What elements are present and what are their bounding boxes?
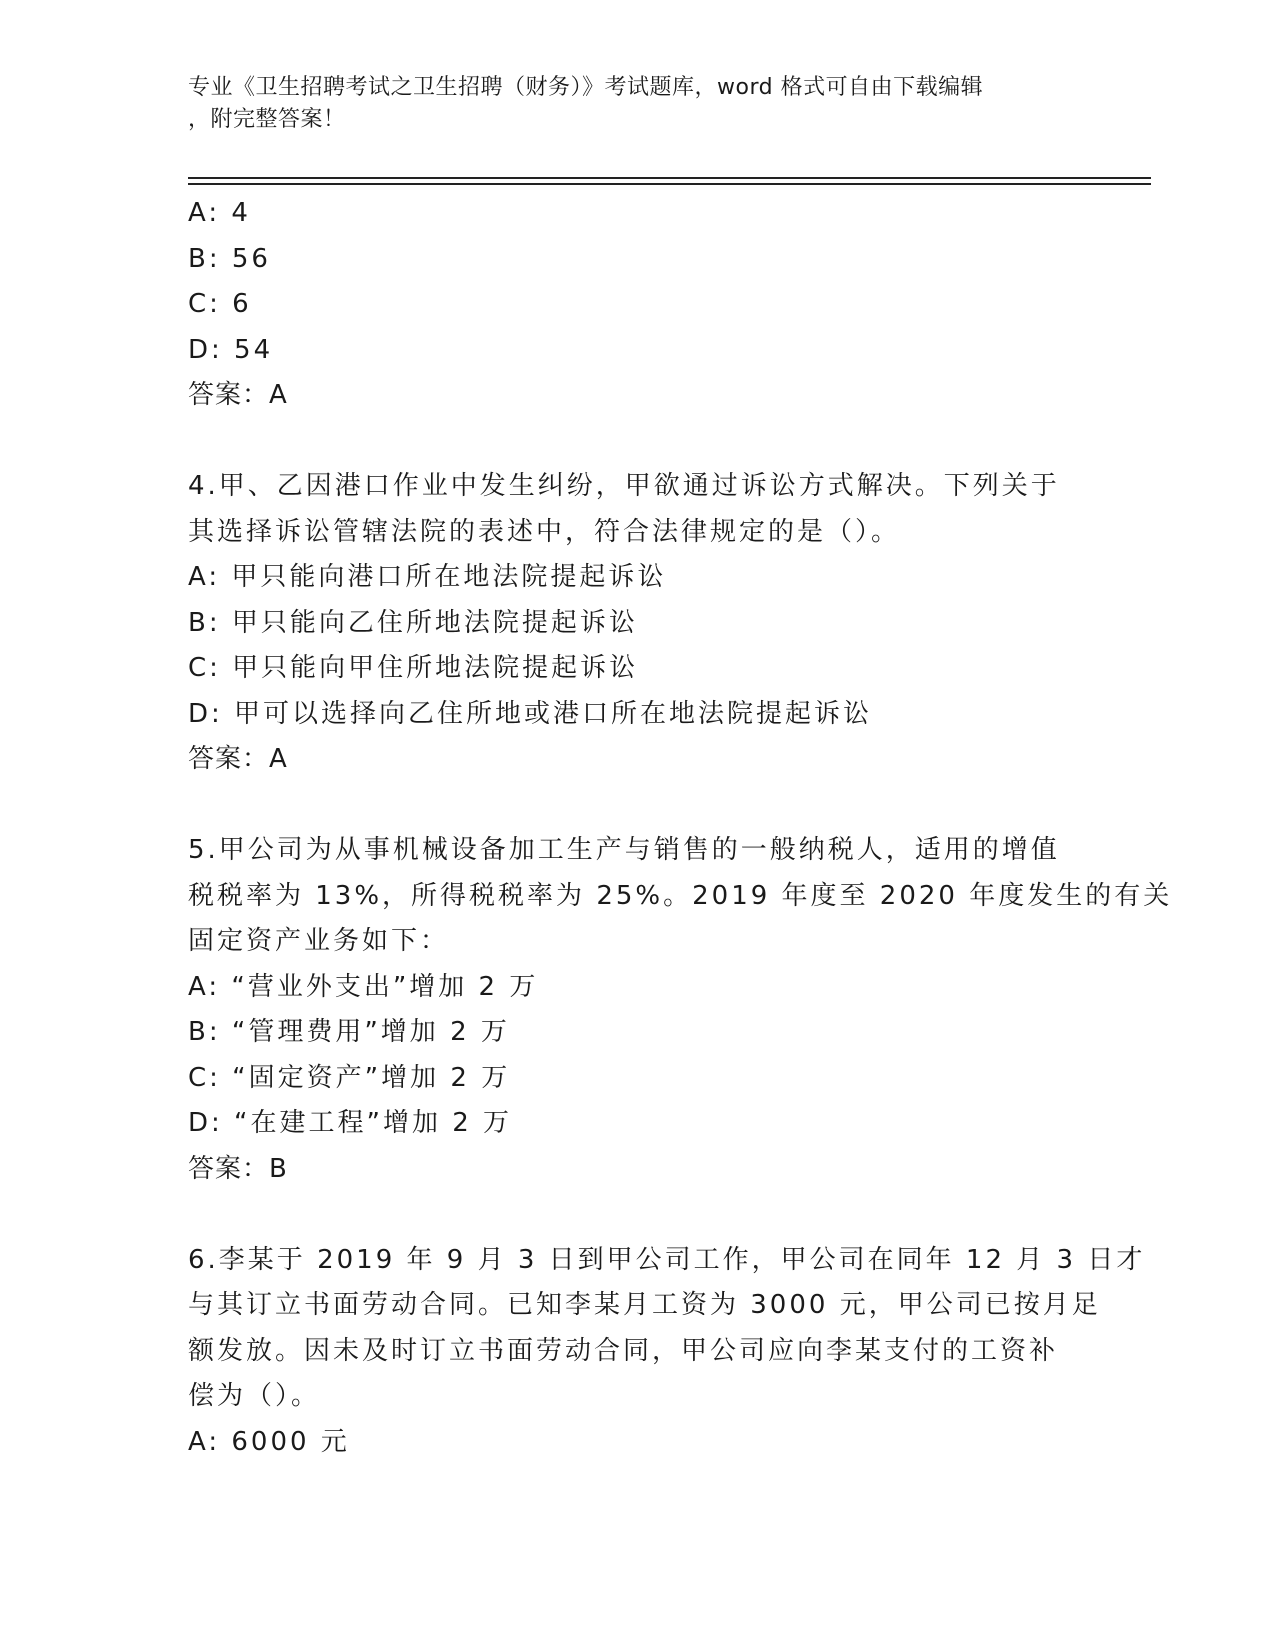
question-5 (188, 828, 1173, 1192)
question-stem-line: 偿为（）。 (188, 1381, 321, 1411)
option-b: B: 甲只能向乙住所地法院提起诉讼 (188, 607, 638, 638)
question-stem-line: 固定资产业务如下： (188, 926, 450, 956)
header-title-line: 专业《卫生招聘考试之卫生招聘（财务）》考试题库，word 格式可自由下载编辑 (188, 75, 984, 100)
header-divider-top (188, 177, 1151, 179)
question-stem-line: 6.李某于 2019 年 9 月 3 日到甲公司工作，甲公司在同年 12 月 3 日才 (188, 1244, 1146, 1275)
question-stem-line: 与其订立书面劳动合同。已知李某月工资为 3000 元，甲公司已按月足 (188, 1290, 1101, 1320)
question-6 (188, 1238, 1146, 1466)
question-stem-line: 额发放。因未及时订立书面劳动合同，甲公司应向李某支付的工资补 (188, 1335, 1059, 1366)
option-d: D: 54 (188, 334, 274, 365)
option-a: A: 4 (188, 198, 251, 228)
header-title-line-continued: ，附完整答案！ (188, 107, 346, 132)
question-stem-line: 其选择诉讼管辖法院的表述中，符合法律规定的是（）。 (188, 516, 901, 547)
question-stem-line: 税税率为 13%，所得税税率为 25%。2019 年度至 2020 年度发生的有关 (188, 880, 1173, 911)
spacer (188, 783, 1088, 829)
option-d: D: “在建工程”增加 2 万 (188, 1108, 513, 1138)
answer-label: 答案：B (188, 1153, 288, 1184)
option-a: A: 6000 元 (188, 1426, 350, 1457)
option-c: C: 6 (188, 289, 252, 319)
option-b: B: “管理费用”增加 2 万 (188, 1017, 510, 1047)
option-c: C: 甲只能向甲住所地法院提起诉讼 (188, 653, 639, 683)
answer-label: 答案：A (188, 744, 288, 774)
spacer (188, 1192, 1088, 1238)
spacer (188, 419, 1088, 465)
document-header (188, 72, 1068, 136)
option-a: A: 甲只能向港口所在地法院提起诉讼 (188, 562, 667, 592)
question-list (188, 191, 1173, 1465)
option-a: A: “营业外支出”增加 2 万 (188, 971, 539, 1002)
option-b: B: 56 (188, 243, 271, 274)
answer-label: 答案：A (188, 380, 288, 410)
question-3 (188, 191, 1088, 419)
question-stem-line: 4.甲、乙因港口作业中发生纠纷，甲欲通过诉讼方式解决。下列关于 (188, 471, 1060, 501)
question-4 (188, 464, 1088, 783)
header-divider-bottom (188, 183, 1151, 185)
option-c: C: “固定资产”增加 2 万 (188, 1062, 511, 1093)
question-stem-line: 5.甲公司为从事机械设备加工生产与销售的一般纳税人，适用的增值 (188, 835, 1060, 865)
option-d: D: 甲可以选择向乙住所地或港口所在地法院提起诉讼 (188, 698, 873, 729)
